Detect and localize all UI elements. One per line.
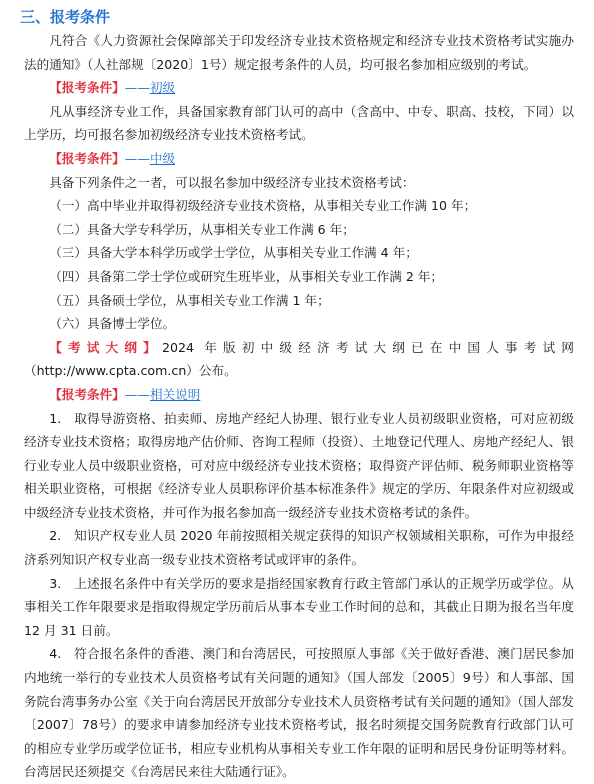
intro-paragraph: 凡符合《人力资源社会保障部关于印发经济专业技术资格规定和经济专业技术资格考试实施办法的通知》（人社部规〔2020〕1号）规定报考条件的人员，均可报名参加相应级别的考试。 bbox=[24, 33, 574, 72]
syllabus-text: 2024 年版初中级经济考试大纲已在中国人事考试网（http://www.cpta.com.cn）公布。 bbox=[24, 339, 574, 379]
note-item: 3. 上述报名条件中有关学历的要求是指经国家教育行政主管部门承认的正规学历或学位。从事相关工作年限要求是指取得规定学历前后从事本专业工作时间的总和，其截止日期为报名当年度 12 月 31 日前。 bbox=[24, 575, 574, 638]
intermediate-lead: 具备下列条件之一者，可以报名参加中级经济专业技术资格考试： bbox=[49, 174, 415, 190]
intermediate-tag: 【报考条件】 bbox=[49, 150, 125, 166]
notes-dash: —— bbox=[124, 386, 150, 402]
list-item: （一）高中毕业并取得初级经济专业技术资格，从事相关专业工作满 10 年； bbox=[49, 198, 477, 214]
list-item: （三）具备大学本科学历或学士学位，从事相关专业工作满 4 年； bbox=[49, 245, 418, 261]
list-item: （四）具备第二学士学位或研究生班毕业，从事相关专业工作满 2 年； bbox=[49, 268, 444, 284]
junior-heading bbox=[24, 76, 574, 100]
syllabus-paragraph bbox=[24, 336, 574, 383]
notes-heading bbox=[24, 383, 574, 407]
intermediate-heading bbox=[24, 147, 574, 171]
junior-paragraph: 凡从事经济专业工作，具备国家教育部门认可的高中（含高中、中专、职高、技校，下同）以上学历，均可报名参加初级经济专业技术资格考试。 bbox=[24, 103, 574, 143]
notes-link[interactable]: 相关说明 bbox=[149, 386, 201, 402]
junior-dash: —— bbox=[124, 80, 150, 96]
list-item: （五）具备硕士学位，从事相关专业工作满 1 年； bbox=[49, 292, 330, 308]
junior-link[interactable]: 初级 bbox=[149, 80, 176, 96]
note-item: 1. 取得导游资格、拍卖师、房地产经纪人协理、银行业专业人员初级职业资格，可对应初级经济专业技术资格；取得房地产估价师、咨询工程师（投资）、土地登记代理人、房地产经纪人、银行业专业人员中级职业资格，可对应中级经济专业技术资格；取得资产评估师、税务师职业资格等相关职业资格，可根据《经济专业人员职称评价基本标准条件》规定的学历、年限条件对应初级或中级经济专业技术资格，并可作为报名参加高一级经济专业技术资格考试的条件。 bbox=[24, 410, 574, 520]
intermediate-link[interactable]: 中级 bbox=[149, 150, 176, 166]
intermediate-dash: —— bbox=[124, 150, 150, 166]
intermediate-list bbox=[24, 194, 574, 336]
junior-tag: 【报考条件】 bbox=[49, 80, 125, 96]
note-item: 4. 符合报名条件的香港、澳门和台湾居民，可按照原人事部《关于做好香港、澳门居民参加内地统一举行的专业技术人员资格考试有关问题的通知》（国人部发〔2005〕9号）和人事部、国务院台湾事务办公室《关于向台湾居民开放部分专业技术人员资格考试有关问题的通知》（国人部发〔2007〕78号）的要求申请参加经济专业技术资格考试，报名时须提交国务院教育行政部门认可的相应专业学历或学位证书，相应专业机构从事相关专业工作年限的证明和居民身份证明等材料。台湾居民还须提交《台湾居民来往大陆通行证》。 bbox=[24, 646, 574, 780]
syllabus-tag: 【考试大纲】 bbox=[49, 339, 162, 355]
list-item: （二）具备大学专科学历，从事相关专业工作满 6 年； bbox=[49, 221, 355, 237]
note-item: 2. 知识产权专业人员 2020 年前按照相关规定获得的知识产权领域相关职称，可作为申报经济系列知识产权专业高一级专业技术资格考试或评审的条件。 bbox=[24, 528, 574, 568]
section-title: 三、报考条件 bbox=[20, 8, 111, 26]
list-item: （六）具备博士学位。 bbox=[49, 316, 176, 332]
notes-tag: 【报考条件】 bbox=[49, 386, 125, 402]
